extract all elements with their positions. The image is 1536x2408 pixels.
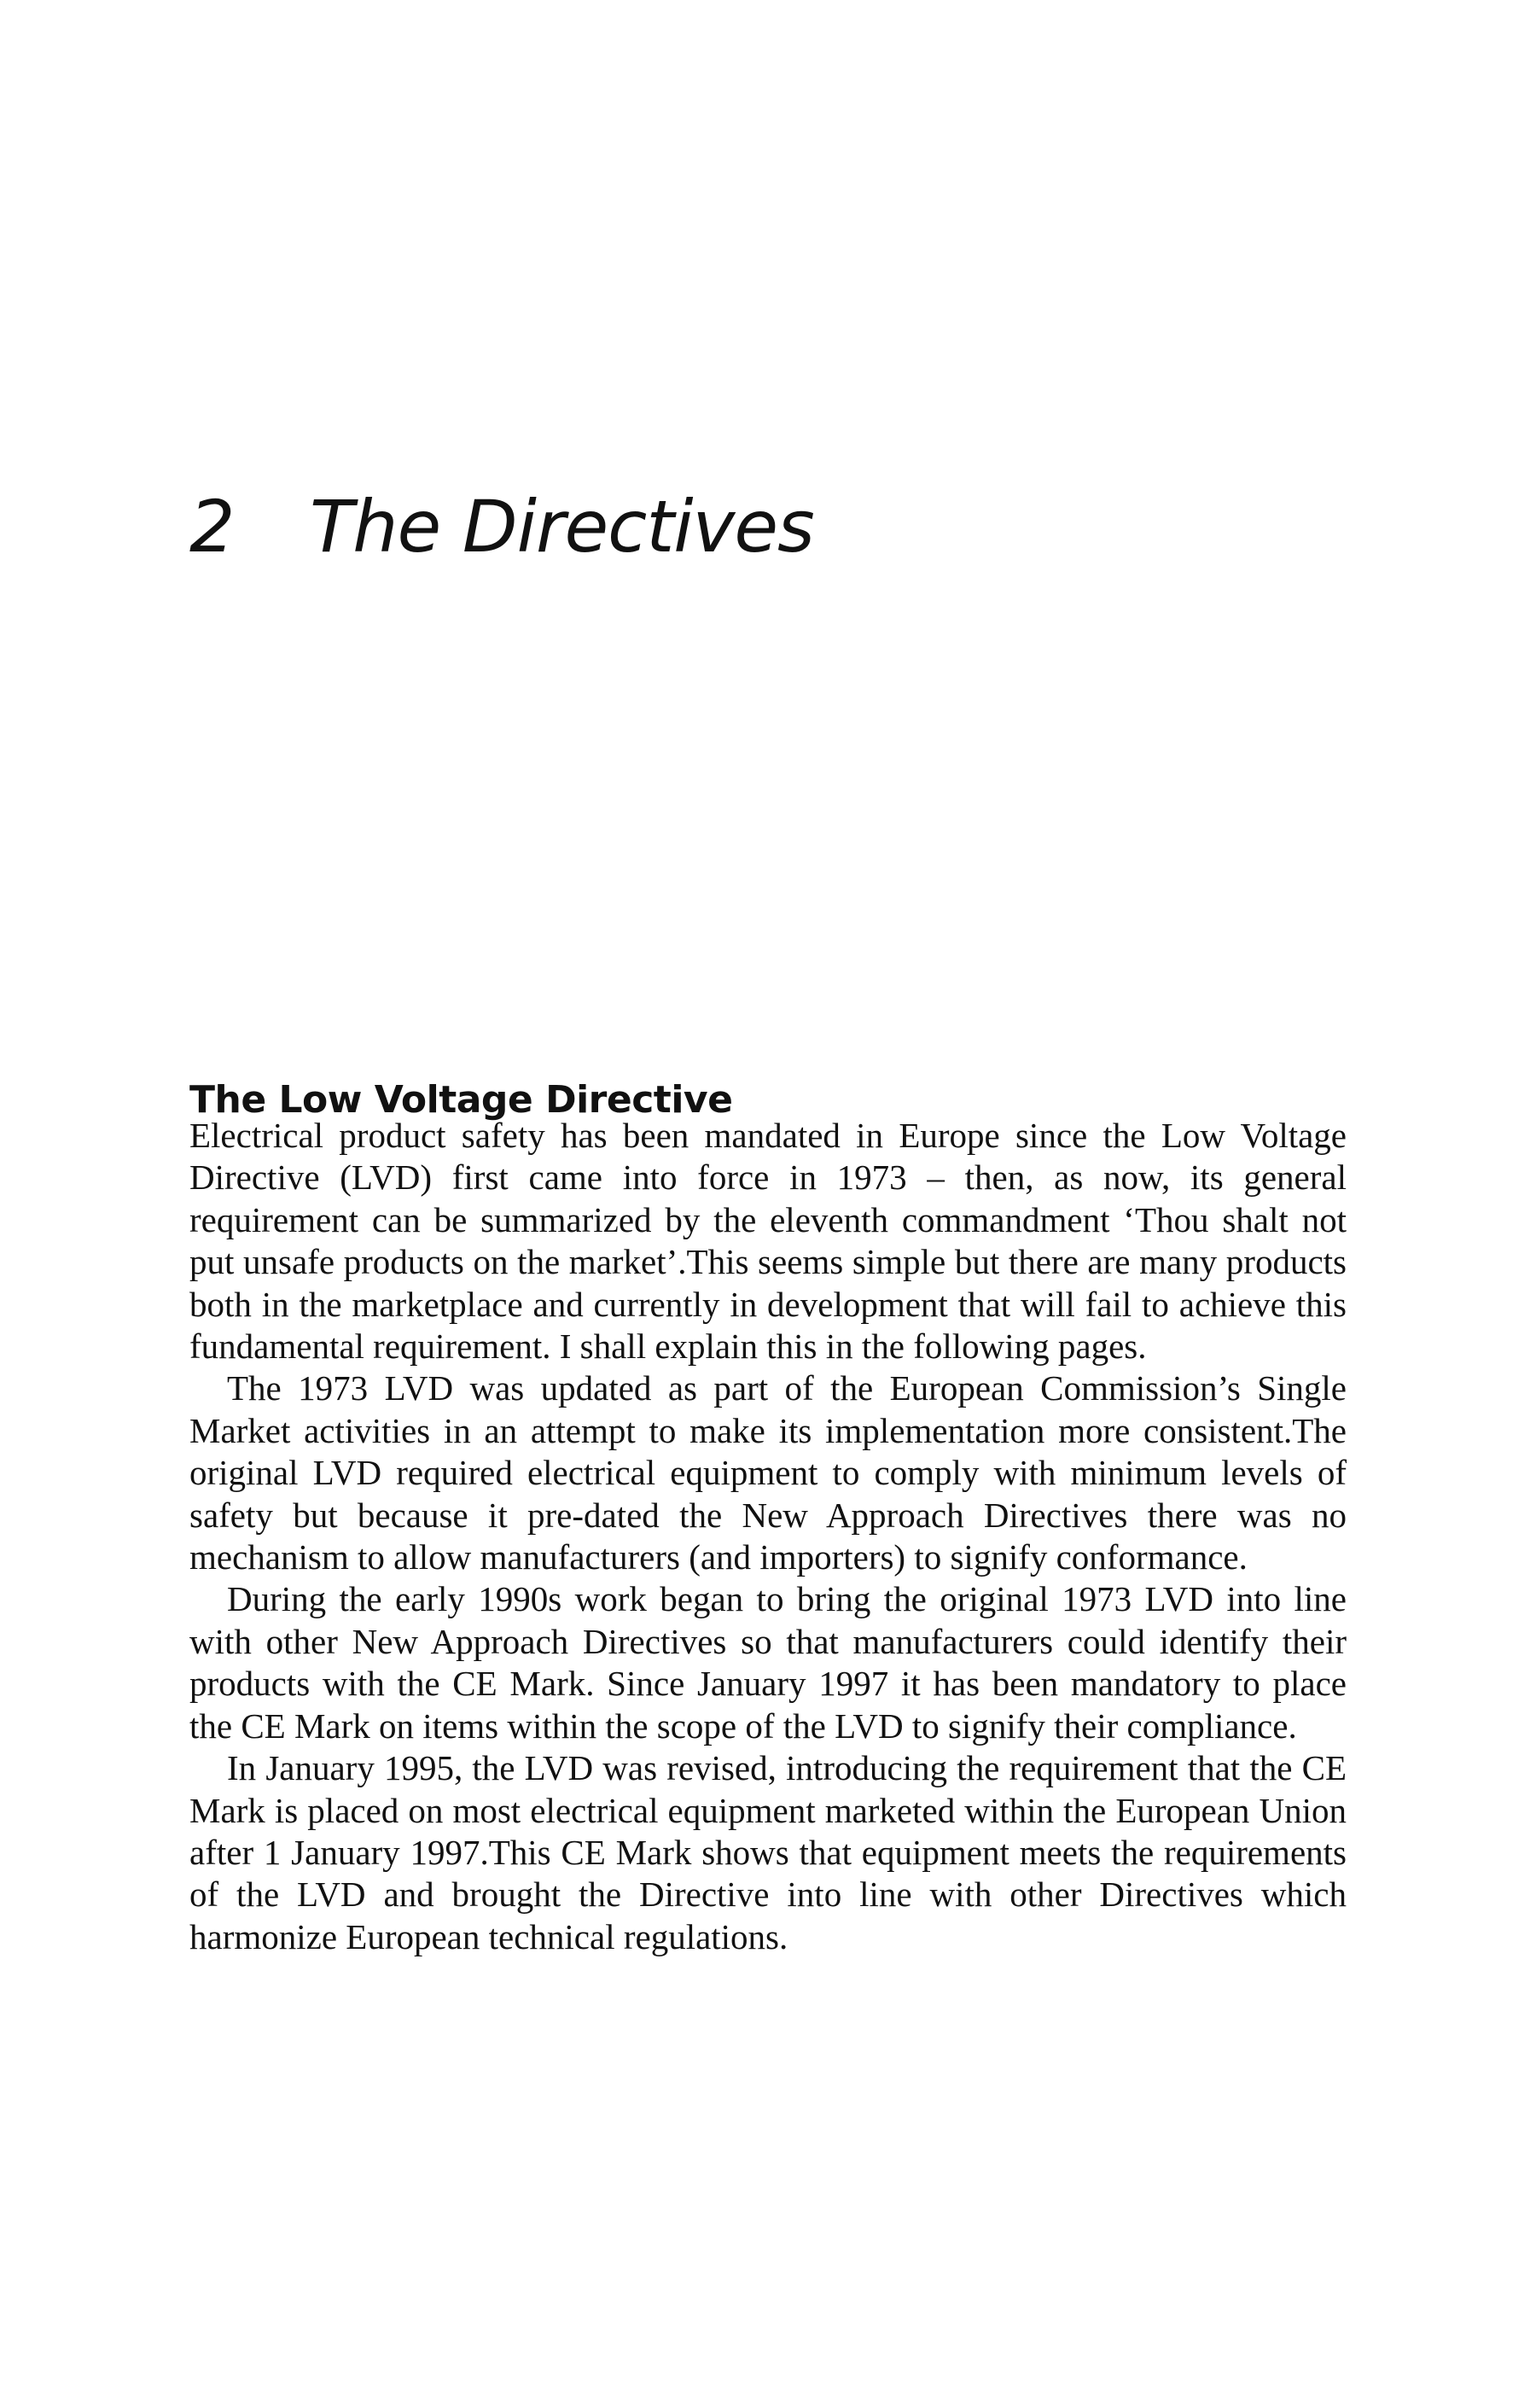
paragraph: The 1973 LVD was updated as part of the European Commission’s Single Market activities in an attempt to make its implementation more consistent.The original LVD required electrical equipment to comply with minimum levels of safety but because it pre-dated the New Approach Directives there was no mechanism to allow manufacturers (and importers) to signify conformance.: [189, 1368, 1347, 1577]
chapter-title: The Directives: [310, 485, 814, 568]
paragraph: In January 1995, the LVD was revised, introducing the requirement that the CE Mark is placed on most electrical equipment marketed within the European Union after 1 January 1997.This CE Mark shows that equipment meets the requirements of the LVD and brought the Directive into line with other Directives which harmonize European technical regulations.: [189, 1748, 1347, 1956]
paragraph: Electrical product safety has been mandated in Europe since the Low Voltage Directive (LVD) first came into force in 1973 – then, as now, its general requirement can be summarized by the eleventh commandment ‘Thou shalt not put unsafe products on the market’.This seems simple but there are many products both in the marketplace and currently in development that will fail to achieve this fundamental requirement. I shall explain this in the following pages.: [189, 1116, 1347, 1367]
chapter-number: 2: [189, 485, 235, 568]
paragraph: During the early 1990s work began to bring the original 1973 LVD into line with other New Approach Directives so that manufacturers could identify their products with the CE Mark. Since January 1997 it has been mandatory to place the CE Mark on items within the scope of the LVD to signify their compliance.: [189, 1579, 1347, 1746]
body-text: [189, 1115, 1347, 1958]
section-heading: The Low Voltage Directive: [189, 1078, 733, 1122]
chapter-heading: [189, 485, 814, 568]
